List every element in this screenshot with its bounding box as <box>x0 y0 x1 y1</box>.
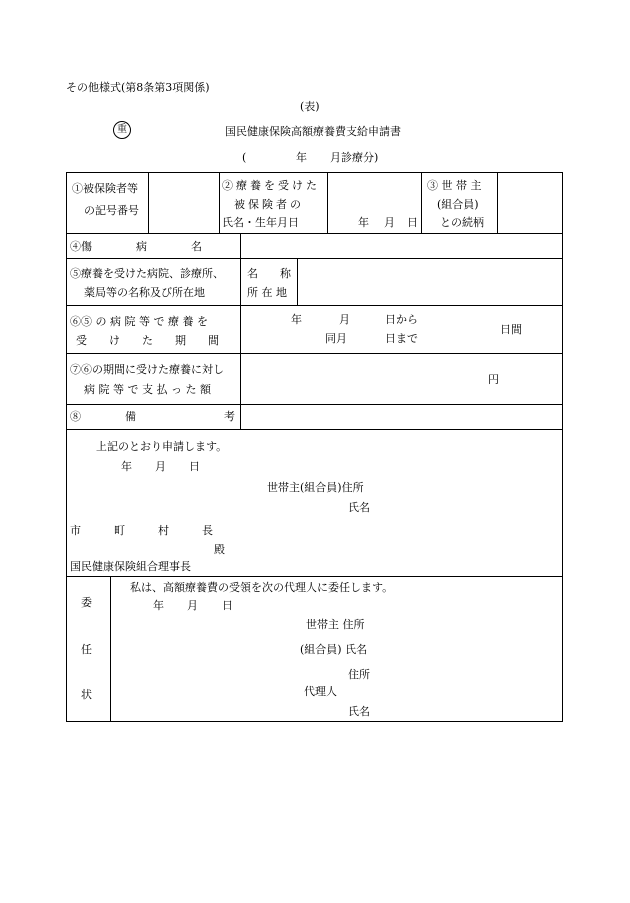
insured-number-label-2: の記号番号 <box>84 204 139 217</box>
col-divider <box>297 258 298 305</box>
householder-name-label: 氏名 <box>348 501 370 514</box>
col-divider <box>327 172 328 233</box>
birth-year: 年 <box>358 216 369 229</box>
patient-label-2: 被保険者の <box>234 198 304 211</box>
injury-name-field[interactable] <box>242 235 561 257</box>
period-year: 年 <box>296 151 307 164</box>
period-year: 年 <box>291 313 302 326</box>
application-year: 年 <box>121 460 132 473</box>
remarks-field[interactable] <box>242 406 561 428</box>
period-month: 月診療分) <box>330 151 379 164</box>
application-day: 日 <box>189 460 200 473</box>
col-divider <box>219 172 220 233</box>
injury-name-label: ④傷 病 名 <box>70 240 202 253</box>
patient-label-3: 氏名・生年月日 <box>222 216 299 229</box>
form-reference: その他様式(第8条第3項関係) <box>66 81 210 94</box>
payment-amount-field[interactable] <box>242 355 561 403</box>
period-open: ( <box>242 151 247 164</box>
col-divider <box>497 172 498 233</box>
birth-day: 日 <box>407 216 418 229</box>
front-mark: (表) <box>300 100 320 113</box>
mayor-label: 市 町 村 長 <box>70 524 213 537</box>
relation-label-3: との続柄 <box>440 216 484 229</box>
col-divider <box>148 172 149 233</box>
row-divider <box>66 404 563 405</box>
delegation-side-3: 状 <box>81 688 92 701</box>
payment-label-2: 病 院 等 で 支 払 っ た 額 <box>84 383 211 396</box>
insured-number-label: ①被保険者等 <box>72 182 138 195</box>
delegation-statement: 私は、高額療養費の受領を次の代理人に委任します。 <box>130 581 394 594</box>
col-divider <box>421 172 422 233</box>
householder-address-label: 世帯主(組合員)住所 <box>267 481 364 494</box>
facility-label: ⑤療養を受けた病院、診療所、 <box>70 267 224 280</box>
patient-label: ②療養を受けた <box>222 179 320 192</box>
row-divider <box>66 305 563 306</box>
delegation-side-1: 委 <box>81 596 92 609</box>
delegation-householder-address: 世帯主 住所 <box>306 618 365 631</box>
period-same-month: 同月 <box>325 332 347 345</box>
delegation-month: 月 <box>187 599 198 612</box>
payment-label: ⑦⑥の期間に受けた療養に対し <box>70 363 224 376</box>
delegation-day: 日 <box>222 599 233 612</box>
row-divider <box>66 258 563 259</box>
row-divider <box>66 429 563 430</box>
facility-field[interactable] <box>299 260 561 304</box>
relation-label: ③ 世 帯 主 <box>427 179 482 192</box>
proxy-name-label: 氏名 <box>348 705 370 718</box>
period-month: 月 <box>339 313 350 326</box>
delegation-side-2: 任 <box>81 643 92 656</box>
form-title: 国民健康保険高額療養費支給申請書 <box>225 125 401 138</box>
row-divider <box>66 353 563 354</box>
relation-label-2: (組合員) <box>437 198 479 211</box>
remarks-label: ⑧ 備 考 <box>70 410 235 423</box>
facility-label-2: 薬局等の名称及び所在地 <box>84 286 205 299</box>
period-days: 日間 <box>500 323 522 336</box>
application-month: 月 <box>155 460 166 473</box>
birth-month: 月 <box>384 216 395 229</box>
proxy-label: 代理人 <box>304 685 337 698</box>
row-divider <box>66 233 563 234</box>
honorific: 殿 <box>214 543 225 556</box>
facility-name-label: 名 称 <box>247 267 291 280</box>
delegation-year: 年 <box>153 599 164 612</box>
col-divider <box>240 233 241 429</box>
period-until: 日まで <box>385 332 418 345</box>
proxy-address-label: 住所 <box>348 668 370 681</box>
facility-address-label: 所 在 地 <box>247 286 287 299</box>
union-head-label: 国民健康保険組合理事長 <box>70 560 191 573</box>
delegation-member-name: (組合員) 氏名 <box>300 643 368 656</box>
treatment-period-label: ⑥⑤ の 病 院 等 で 療 養 を <box>70 315 208 328</box>
priority-circle-mark: 重 <box>113 121 131 139</box>
col-divider <box>110 576 111 722</box>
yen-unit: 円 <box>488 373 499 386</box>
row-divider <box>66 576 563 577</box>
period-from: 日から <box>385 313 418 326</box>
application-statement: 上記のとおり申請します。 <box>96 440 228 453</box>
insured-number-field[interactable] <box>150 174 218 232</box>
treatment-period-label-2: 受 け た 期 間 <box>76 334 219 347</box>
relation-field[interactable] <box>499 174 561 232</box>
